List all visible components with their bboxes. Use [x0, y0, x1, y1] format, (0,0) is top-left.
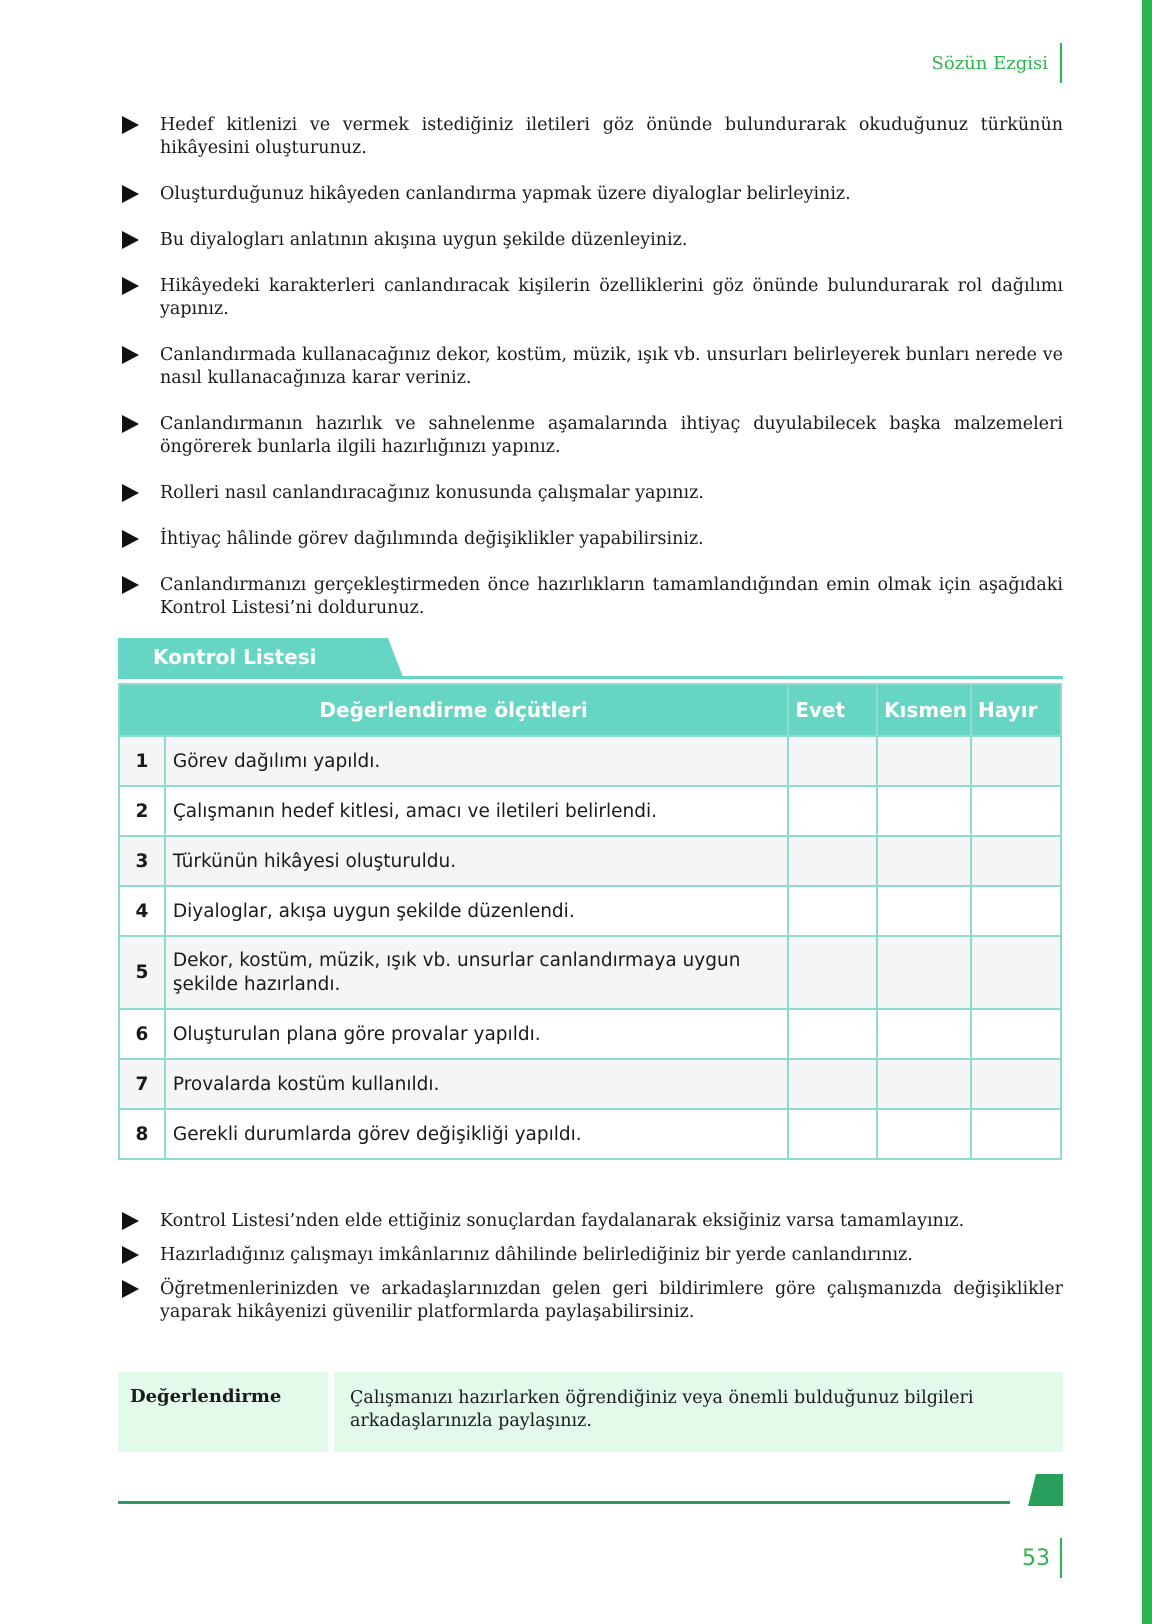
checklist-table	[118, 683, 1062, 1160]
no-cell[interactable]	[971, 736, 1061, 786]
no-cell[interactable]	[971, 786, 1061, 836]
row-number: 6	[119, 1009, 165, 1059]
page-footer	[1022, 1538, 1062, 1578]
no-cell[interactable]	[971, 1109, 1061, 1159]
criterion-text: Provalarda kostüm kullanıldı.	[165, 1059, 788, 1109]
partly-cell[interactable]	[877, 736, 971, 786]
footer-rule	[118, 1501, 1010, 1504]
followup-list	[118, 1210, 1063, 1335]
arrow-bullet-icon	[122, 484, 139, 502]
page-number-divider	[1060, 1538, 1062, 1578]
partly-cell[interactable]	[877, 1109, 971, 1159]
arrow-bullet-icon	[122, 277, 139, 295]
instruction-item: İhtiyaç hâlinde görev dağılımında değişiklikler yapabilirsiniz.	[118, 528, 1063, 551]
yes-cell[interactable]	[788, 936, 877, 1009]
arrow-bullet-icon	[122, 1246, 139, 1264]
yes-header: Evet	[788, 684, 877, 736]
row-number: 7	[119, 1059, 165, 1109]
no-cell[interactable]	[971, 1009, 1061, 1059]
partly-cell[interactable]	[877, 1059, 971, 1109]
yes-cell[interactable]	[788, 886, 877, 936]
partly-header: Kısmen	[877, 684, 971, 736]
row-number: 8	[119, 1109, 165, 1159]
instruction-item: Canlandırmanın hazırlık ve sahnelenme aşamalarında ihtiyaç duyulabilecek başka malzemeleri öngörerek bunlarla ilgili hazırlığınızı yapınız.	[118, 413, 1063, 459]
table-row	[119, 786, 1061, 836]
page-header	[932, 44, 1062, 82]
partly-cell[interactable]	[877, 836, 971, 886]
row-number: 2	[119, 786, 165, 836]
evaluation-box	[118, 1372, 1063, 1452]
followup-item: Öğretmenlerinizden ve arkadaşlarınızdan gelen geri bildirimlere göre çalışmanızda değişiklikler yaparak hikâyenizi güvenilir platformlarda paylaşabilirsiniz.	[118, 1278, 1063, 1324]
arrow-bullet-icon	[122, 346, 139, 364]
instruction-item: Canlandırmanızı gerçekleştirmeden önce hazırlıkların tamamlandığından emin olmak için aşağıdaki Kontrol Listesi’ni doldurunuz.	[118, 574, 1063, 620]
partly-cell[interactable]	[877, 1009, 971, 1059]
table-row	[119, 836, 1061, 886]
partly-cell[interactable]	[877, 786, 971, 836]
criteria-header: Değerlendirme ölçütleri	[119, 684, 788, 736]
page-number: 53	[1022, 1545, 1050, 1571]
criterion-text: Diyaloglar, akışa uygun şekilde düzenlendi.	[165, 886, 788, 936]
no-cell[interactable]	[971, 886, 1061, 936]
no-cell[interactable]	[971, 836, 1061, 886]
criterion-text: Gerekli durumlarda görev değişikliği yapıldı.	[165, 1109, 788, 1159]
no-cell[interactable]	[971, 1059, 1061, 1109]
table-row	[119, 1059, 1061, 1109]
table-row	[119, 936, 1061, 1009]
yes-cell[interactable]	[788, 1009, 877, 1059]
no-cell[interactable]	[971, 936, 1061, 1009]
footer-tab	[1028, 1474, 1063, 1506]
header-divider	[1060, 43, 1062, 83]
section-title: Sözün Ezgisi	[931, 52, 1048, 74]
yes-cell[interactable]	[788, 836, 877, 886]
arrow-bullet-icon	[122, 116, 139, 134]
row-number: 1	[119, 736, 165, 786]
checklist-title-bar	[118, 638, 1063, 680]
yes-cell[interactable]	[788, 736, 877, 786]
row-number: 4	[119, 886, 165, 936]
instruction-item: Hikâyedeki karakterleri canlandıracak kişilerin özelliklerini göz önünde bulundurarak rol dağılımı yapınız.	[118, 275, 1063, 321]
table-row	[119, 1009, 1061, 1059]
instruction-item: Rolleri nasıl canlandıracağınız konusunda çalışmalar yapınız.	[118, 482, 1063, 505]
criterion-text: Görev dağılımı yapıldı.	[165, 736, 788, 786]
arrow-bullet-icon	[122, 231, 139, 249]
arrow-bullet-icon	[122, 530, 139, 548]
instruction-item: Bu diyalogları anlatının akışına uygun şekilde düzenleyiniz.	[118, 229, 1063, 252]
checklist-title: Kontrol Listesi	[153, 645, 317, 669]
table-header-row	[119, 684, 1061, 736]
yes-cell[interactable]	[788, 1109, 877, 1159]
evaluation-text: Çalışmanızı hazırlarken öğrendiğiniz veya önemli bulduğunuz bilgileri arkadaşlarınızla paylaşınız.	[334, 1372, 1063, 1452]
table-row	[119, 886, 1061, 936]
followup-item: Kontrol Listesi’nden elde ettiğiniz sonuçlardan faydalanarak eksiğiniz varsa tamamlayınız.	[118, 1210, 1063, 1233]
yes-cell[interactable]	[788, 786, 877, 836]
table-row	[119, 736, 1061, 786]
criterion-text: Dekor, kostüm, müzik, ışık vb. unsurlar canlandırmaya uygun şekilde hazırlandı.	[165, 936, 788, 1009]
arrow-bullet-icon	[122, 1280, 139, 1298]
criterion-text: Türkünün hikâyesi oluşturuldu.	[165, 836, 788, 886]
criterion-text: Oluşturulan plana göre provalar yapıldı.	[165, 1009, 788, 1059]
instruction-item: Canlandırmada kullanacağınız dekor, kostüm, müzik, ışık vb. unsurları belirleyerek bunları nerede ve nasıl kullanacağınıza karar veriniz.	[118, 344, 1063, 390]
row-number: 3	[119, 836, 165, 886]
partly-cell[interactable]	[877, 886, 971, 936]
arrow-bullet-icon	[122, 415, 139, 433]
evaluation-label: Değerlendirme	[118, 1372, 328, 1452]
page-edge-bar	[1142, 0, 1152, 1624]
instruction-item: Hedef kitlenizi ve vermek istediğiniz iletileri göz önünde bulundurarak okuduğunuz türkünün hikâyesini oluşturunuz.	[118, 114, 1063, 160]
partly-cell[interactable]	[877, 936, 971, 1009]
instruction-item: Oluşturduğunuz hikâyeden canlandırma yapmak üzere diyaloglar belirleyiniz.	[118, 183, 1063, 206]
arrow-bullet-icon	[122, 1212, 139, 1230]
instruction-list	[118, 114, 1063, 643]
yes-cell[interactable]	[788, 1059, 877, 1109]
no-header: Hayır	[971, 684, 1061, 736]
followup-item: Hazırladığınız çalışmayı imkânlarınız dâhilinde belirlediğiniz bir yerde canlandırınız.	[118, 1244, 1063, 1267]
checklist-title-rule	[118, 676, 1063, 679]
arrow-bullet-icon	[122, 185, 139, 203]
arrow-bullet-icon	[122, 576, 139, 594]
row-number: 5	[119, 936, 165, 1009]
criterion-text: Çalışmanın hedef kitlesi, amacı ve iletileri belirlendi.	[165, 786, 788, 836]
table-row	[119, 1109, 1061, 1159]
